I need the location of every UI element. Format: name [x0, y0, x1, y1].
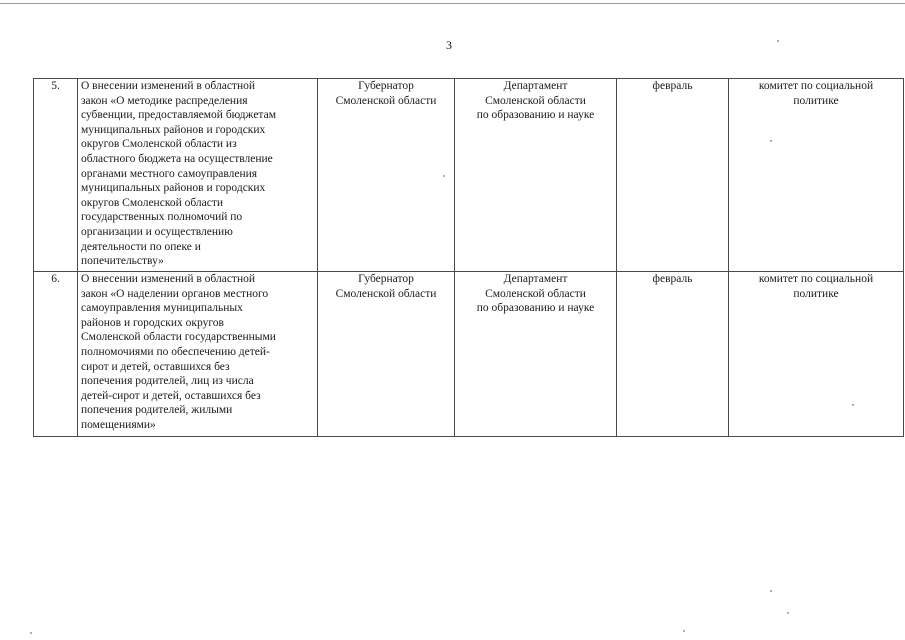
title-line: субвенции, предоставляемой бюджетам: [81, 109, 276, 122]
initiator-line: Смоленской области: [335, 287, 437, 300]
title-line: полномочиями по обеспечению детей-: [81, 345, 270, 358]
title-line: Смоленской области государственными: [81, 331, 276, 344]
committee-line: комитет по социальной: [758, 273, 874, 285]
title-line: округов Смоленской области из: [81, 138, 237, 151]
scan-top-rule: [0, 3, 905, 4]
title-line: деятельности по опеке и: [81, 240, 201, 253]
department-line: по образованию и науке: [476, 302, 595, 315]
title-line: районов и городских округов: [81, 316, 224, 329]
department-line: Департамент: [503, 80, 568, 92]
initiator-line: Смоленской области: [335, 94, 437, 107]
month-cell: февраль: [617, 272, 729, 437]
department-line: Департамент: [503, 273, 568, 285]
scan-speck: [852, 404, 854, 406]
committee-line: политике: [793, 287, 839, 300]
title-line: областного бюджета на осуществление: [81, 152, 273, 165]
bill-title: [78, 272, 318, 437]
table-row: [34, 79, 904, 272]
month-cell: февраль: [617, 79, 729, 272]
title-line: попечения родителей, жилыми: [81, 404, 233, 417]
scan-speck: [683, 630, 685, 632]
committee-line: комитет по социальной: [758, 80, 874, 92]
page-number: 3: [446, 38, 452, 52]
scan-speck: [443, 175, 445, 177]
row-number: 5.: [34, 79, 78, 272]
row-number: 6.: [34, 272, 78, 437]
scan-speck: [787, 612, 789, 614]
title-line: самоуправления муниципальных: [81, 302, 243, 315]
title-line: округов Смоленской области: [81, 196, 224, 209]
department-line: по образованию и науке: [476, 109, 595, 122]
initiator-line: Губернатор: [358, 273, 414, 285]
title-line: сирот и детей, оставшихся без: [81, 360, 230, 373]
title-line: муниципальных районов и городских: [81, 123, 266, 136]
title-line: О внесении изменений в областной: [81, 80, 256, 92]
title-line: организации и осуществлению: [81, 225, 233, 238]
title-line: закон «О методике распределения: [81, 94, 248, 107]
title-line: помещениями»: [81, 418, 156, 431]
scan-speck: [770, 140, 772, 142]
legislation-plan-table: [33, 78, 904, 437]
title-line: закон «О наделении органов местного: [81, 287, 269, 300]
department-line: Смоленской области: [485, 287, 586, 300]
committee-line: политике: [793, 94, 839, 107]
committee-cell: [729, 79, 904, 272]
title-line: попечительству»: [81, 255, 164, 268]
initiator-cell: [318, 272, 455, 437]
title-line: государственных полномочий по: [81, 211, 243, 224]
scan-speck: [30, 632, 32, 634]
scan-speck: [777, 40, 779, 42]
committee-cell: [729, 272, 904, 437]
title-line: О внесении изменений в областной: [81, 273, 256, 285]
initiator-line: Губернатор: [358, 80, 414, 92]
title-line: попечения родителей, лиц из числа: [81, 375, 254, 388]
department-cell: [455, 272, 617, 437]
department-line: Смоленской области: [485, 94, 586, 107]
scan-speck: [770, 590, 772, 592]
initiator-cell: [318, 79, 455, 272]
title-line: детей-сирот и детей, оставшихся без: [81, 389, 261, 402]
title-line: органами местного самоуправления: [81, 167, 258, 180]
table-row: [34, 272, 904, 437]
title-line: муниципальных районов и городских: [81, 182, 266, 195]
department-cell: [455, 79, 617, 272]
bill-title: [78, 79, 318, 272]
